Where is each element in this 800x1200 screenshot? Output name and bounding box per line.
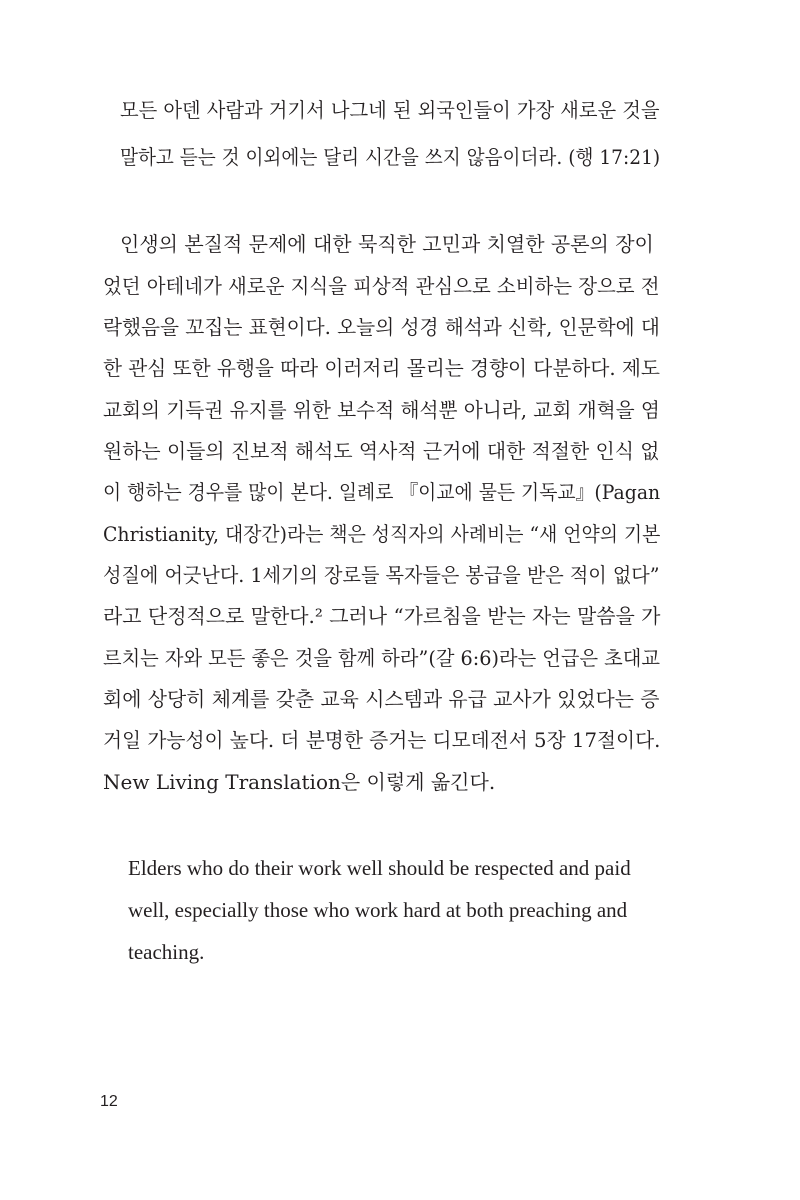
english-line-3: teaching. (128, 940, 205, 964)
body-line-5: 교회의 기득권 유지를 위한 보수적 해석뿐 아니라, 교회 개혁을 염 (103, 398, 660, 422)
page-number: 12 (100, 1093, 118, 1110)
body-line-11: 르치는 자와 모든 좋은 것을 함께 하라”(갈 6:6)라는 언급은 초대교 (103, 646, 660, 670)
body-line-1: 인생의 본질적 문제에 대한 묵직한 고민과 치열한 공론의 장이 (120, 232, 654, 256)
body-line-9: 성질에 어긋난다. 1세기의 장로들 목자들은 봉급을 받은 적이 없다” (103, 563, 660, 587)
body-line-7: 이 행하는 경우를 많이 본다. 일례로 『이교에 물든 기독교』(Pagan (103, 480, 661, 504)
body-line-2: 었던 아테네가 새로운 지식을 피상적 관심으로 소비하는 장으로 전 (103, 274, 660, 298)
english-line-1: Elders who do their work well should be respected and paid (128, 856, 631, 880)
quote-line-1: 모든 아덴 사람과 거기서 나그네 된 외국인들이 가장 새로운 것을 (120, 98, 660, 122)
english-line-2: well, especially those who work hard at both preaching and (128, 898, 628, 922)
body-line-13: 거일 가능성이 높다. 더 분명한 증거는 디모데전서 5장 17절이다. (103, 728, 661, 752)
body-line-14: New Living Translation은 이렇게 옮긴다. (103, 770, 496, 794)
body-line-6: 원하는 이들의 진보적 해석도 역사적 근거에 대한 적절한 인식 없 (103, 439, 660, 463)
quote-line-2: 말하고 듣는 것 이외에는 달리 시간을 쓰지 않음이더라. (행 17:21) (120, 145, 661, 169)
body-line-8: Christianity, 대장간)라는 책은 성직자의 사례비는 “새 언약의 기본 (103, 522, 661, 546)
body-line-10: 라고 단정적으로 말한다.² 그러나 “가르침을 받는 자는 말씀을 가 (103, 604, 661, 628)
body-line-3: 락했음을 꼬집는 표현이다. 오늘의 성경 해석과 신학, 인문학에 대 (103, 315, 660, 339)
body-line-12: 회에 상당히 체계를 갖춘 교육 시스템과 유급 교사가 있었다는 증 (103, 687, 660, 711)
body-line-4: 한 관심 또한 유행을 따라 이러저리 몰리는 경향이 다분하다. 제도 (103, 356, 660, 380)
